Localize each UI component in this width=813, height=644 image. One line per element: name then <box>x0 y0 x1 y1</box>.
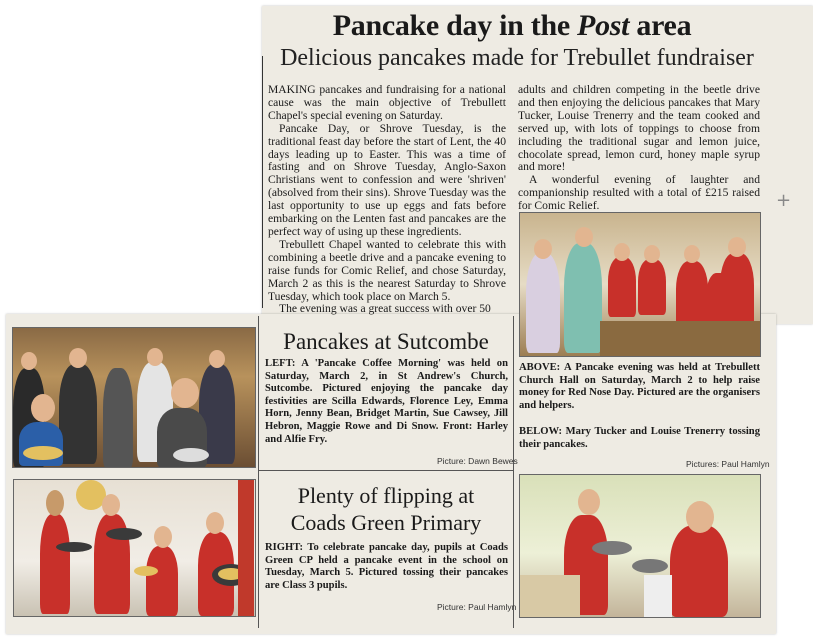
hall-photo-credit: Pictures: Paul Hamlyn <box>686 459 770 469</box>
photo-sutcombe-church <box>12 327 256 468</box>
coads-title <box>262 482 510 536</box>
photo-tossing-pancakes <box>519 474 761 618</box>
hall-caption-above: ABOVE: A Pancake evening was held at Trebullett Church Hall on Saturday, March 2 to help raise money for Red Nose Day. Pictured are the organisers and helpers. <box>519 362 760 411</box>
article-column-1 <box>268 84 506 316</box>
column-rule <box>262 56 263 308</box>
article-paragraph: Pancake Day, or Shrove Tuesday, is the traditional feast day before the start of Lent, the 40 days leading up to Easter. This was a time of fasting and on Shrove Tuesday, Anglo-Saxon Christians went to confession and were 'shriven' (absolved from their sins). Shrove Tuesday was the last opportunity to use up eggs and fats before embarking on the Lenten fast and pancakes are the perfect way of using up these ingredients. <box>268 121 506 238</box>
coads-caption: RIGHT: To celebrate pancake day, pupils at Coads Green CP held a pancake event in the school on Tuesday, March 5. Pictured tossing their pancakes are Class 3 pupils. <box>265 542 508 591</box>
article-paragraph: The evening was a great success with over 50 <box>279 302 491 316</box>
headline: Pancake day in the Post area <box>332 9 692 42</box>
article-paragraph: A wonderful evening of laughter and companionship resulted with a total of £215 raised for Comic Relief. <box>518 173 760 213</box>
subheadline: Delicious pancakes made for Trebullet fundraiser <box>280 45 754 71</box>
sutcombe-photo-credit: Picture: Dawn Bewes <box>437 456 518 466</box>
hall-caption-below: BELOW: Mary Tucker and Louise Trenerry tossing their pancakes. <box>519 426 760 450</box>
coads-photo-credit: Picture: Paul Hamlyn <box>437 602 517 612</box>
registration-mark-icon: + <box>776 190 792 211</box>
photo-coads-green-pupils <box>13 479 256 617</box>
coads-title-line-1: Plenty of flipping at <box>297 483 475 508</box>
article-paragraph: Trebullett Chapel wanted to celebrate this with combining a beetle drive and a pancake evening to raise funds for Comic Relief, and chose Saturday, March 2 as this is the nearest Saturday to Shrove Tuesday, which took place on March 5. <box>268 237 506 303</box>
photo-trebullett-hall <box>519 212 761 357</box>
section-divider <box>513 316 514 628</box>
article-paragraph: MAKING pancakes and fundraising for a national cause was the main objective of Trebullett Chapel's special evening on Saturday. <box>268 83 506 122</box>
sutcombe-title: Pancakes at Sutcombe <box>283 329 489 354</box>
sutcombe-caption: LEFT: A 'Pancake Coffee Morning' was held on Saturday, March 2, in St Andrew's Church, Sutcombe. Pictured enjoying the pancake day festivities are Scilla Edwards, Florence Ley, Emma Horn, Jenny Bean, Bridget Martin, Sue Cawsey, Jill Hebron, Maggie Rowe and Di Snow. Front: Harley and Alfie Fry. <box>265 358 508 445</box>
coads-title-line-2: Coads Green Primary <box>290 510 482 535</box>
article-column-2 <box>518 84 760 213</box>
section-divider <box>258 470 513 471</box>
article-paragraph: adults and children competing in the beetle drive and then enjoying the delicious pancakes that Mary Tucker, Louise Trenerry and the team cooked and served up, with lots of toppings to choose from including the traditional sugar and lemon juice, chocolate spread, lemon curd, honey maple syrup and more! <box>518 83 760 174</box>
section-divider <box>258 316 259 628</box>
